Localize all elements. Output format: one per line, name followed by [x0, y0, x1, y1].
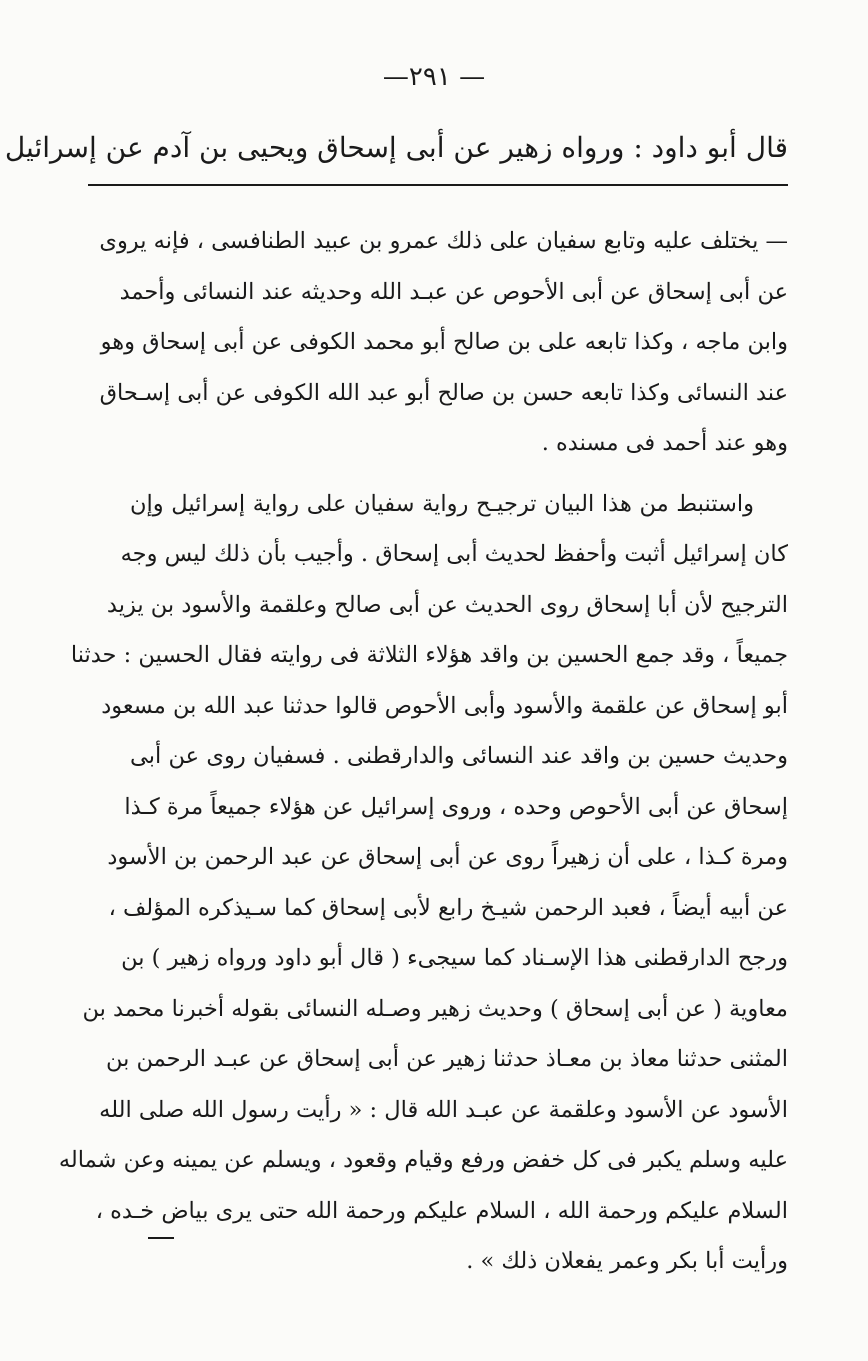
- commentary-line: عن أبى إسحاق عن أبى الأحوص عن عبـد الله وحديثه عند النسائى وأحمد: [119, 278, 788, 305]
- commentary-line: وهو عند أحمد فى مسنده .: [541, 430, 788, 456]
- commentary-line: ورجح الدارقطنى هذا الإسـناد كما سيجىء ( قال أبو داود ورواه زهير ) بن: [121, 945, 788, 971]
- commentary: [58, 216, 788, 1287]
- separator-rule: [88, 184, 788, 186]
- commentary-line: عند النسائى وكذا تابعه حسن بن صالح أبو عبد الله الكوفى عن أبى إسـحاق: [99, 379, 788, 406]
- commentary-line: إسحاق عن أبى الأحوص وحده ، وروى إسرائيل عن هؤلاء جميعاً مرة كـذا: [124, 793, 788, 820]
- commentary-line: الأسود عن الأسود وعلقمة عن عبـد الله قال : « رأيت رسول الله صلى الله: [99, 1096, 788, 1123]
- commentary-line: وحديث حسين بن واقد عند النسائى والدارقطنى . فسفيان روى عن أبى: [130, 743, 788, 769]
- commentary-line: واستنبط من هذا البيان ترجيـح رواية سفيان على رواية إسرائيل وإن: [130, 490, 754, 517]
- commentary-line: — يختلف عليه وتابع سفيان على ذلك عمرو بن عبيد الطنافسى ، فإنه يروى: [99, 228, 788, 254]
- commentary-line: ورأيت أبا بكر وعمر يفعلان ذلك » .: [466, 1248, 788, 1274]
- commentary-line: ومرة كـذا ، على أن زهيراً روى عن أبى إسحاق عن عبد الرحمن بن الأسود: [107, 844, 788, 870]
- end-dash: [148, 1237, 174, 1239]
- page-number: —۲۹۱ —: [382, 62, 486, 92]
- commentary-line: السلام عليكم ورحمة الله ، السلام عليكم ورحمة الله حتى يرى بياض خـده ،: [95, 1197, 788, 1224]
- commentary-line: جميعاً ، وقد جمع الحسين بن واقد هؤلاء الثلاثة فى روايته فقال الحسين : حدثنا: [70, 642, 788, 668]
- commentary-line: الترجيح لأن أبا إسحاق روى الحديث عن أبى صالح وعلقمة والأسود بن يزيد: [106, 591, 788, 618]
- commentary-line: كان إسرائيل أثبت وأحفظ لحديث أبى إسحاق . وأجيب بأن ذلك ليس وجه: [120, 541, 788, 567]
- commentary-line: عن أبيه أيضاً ، فعبد الرحمن شيـخ رابع لأبى إسحاق كما سـيذكره المؤلف ،: [108, 894, 788, 921]
- commentary-line: أبو إسحاق عن علقمة والأسود وأبى الأحوص قالوا حدثنا عبد الله بن مسعود: [101, 692, 788, 719]
- matn-heading: قال أبو داود : ورواه زهير عن أبى إسحاق ويحيى بن آدم عن إسرائيل: [4, 131, 788, 164]
- paragraph-gap: [130, 469, 788, 479]
- commentary-line: المثنى حدثنا معاذ بن معـاذ حدثنا زهير عن أبى إسحاق عن عبـد الرحمن بن: [105, 1046, 788, 1072]
- commentary-line: عليه وسلم يكبر فى كل خفض ورفع وقيام وقعود ، ويسلم عن يمينه وعن شماله: [58, 1147, 788, 1173]
- commentary-line: وابن ماجه ، وكذا تابعه على بن صالح أبو محمد الكوفى عن أبى إسحاق وهو: [100, 329, 788, 355]
- commentary-line: معاوية ( عن أبى إسحاق ) وحديث زهير وصـله النسائى بقوله أخبرنا محمد بن: [82, 995, 788, 1022]
